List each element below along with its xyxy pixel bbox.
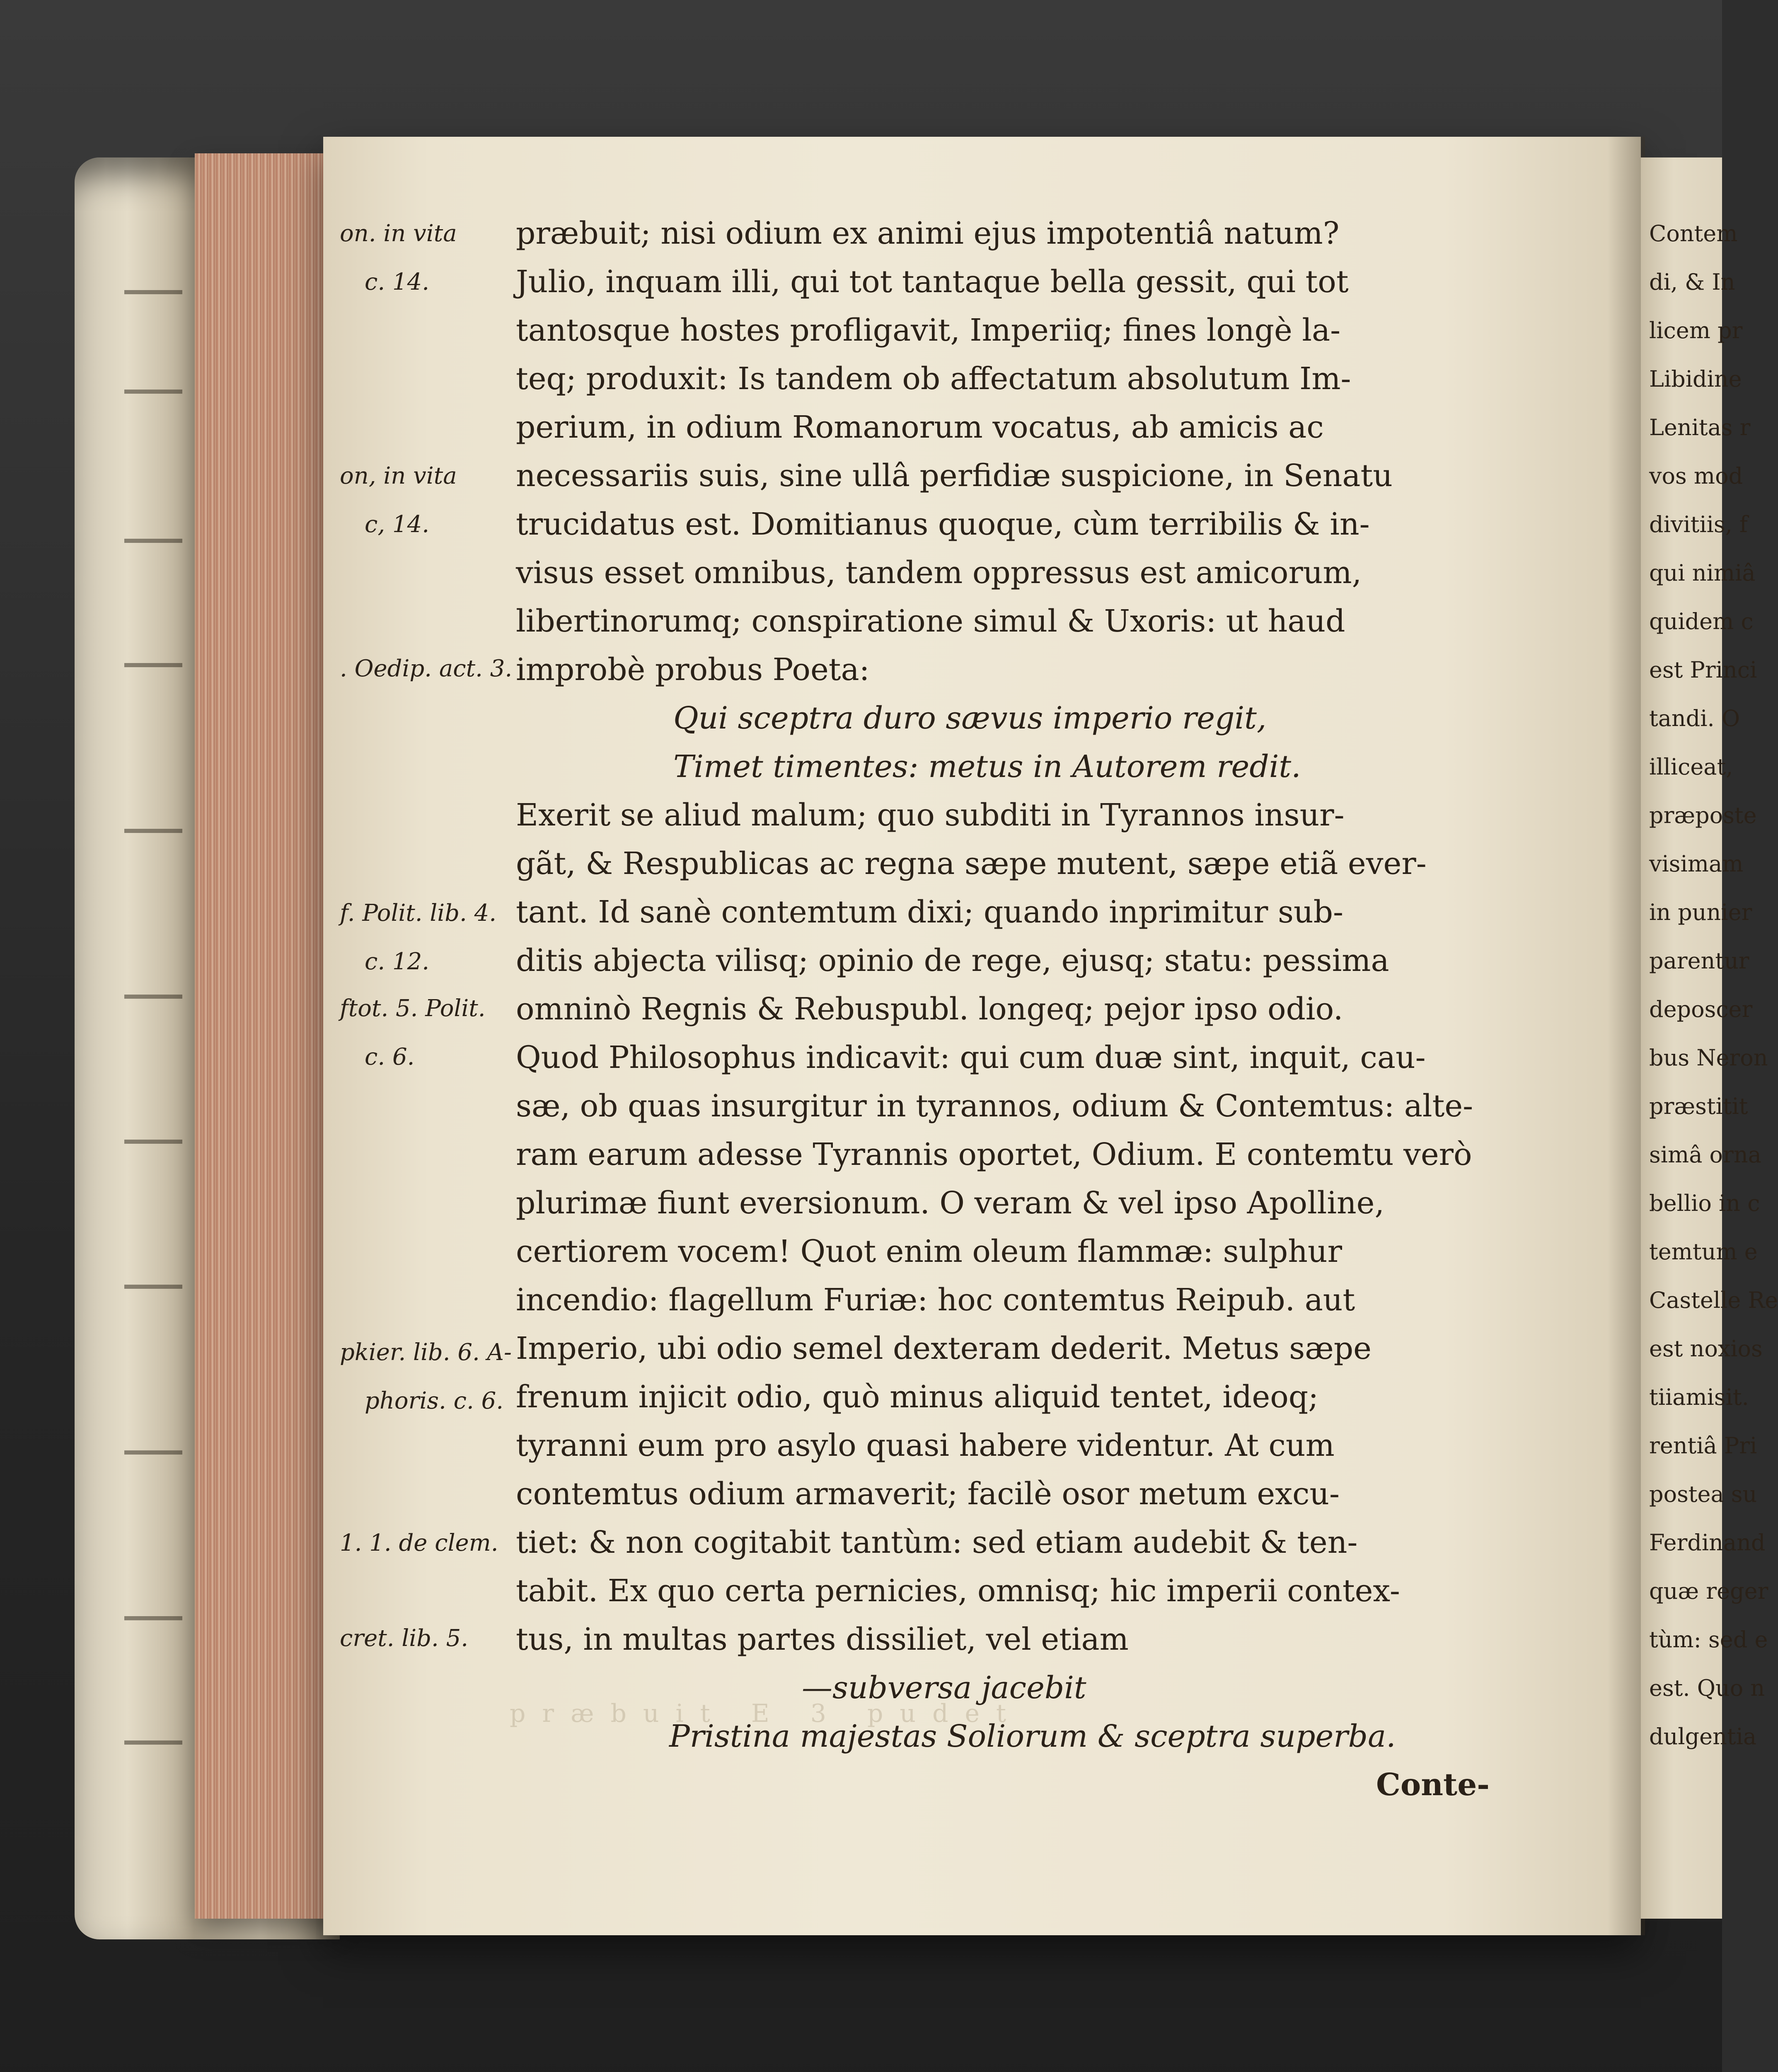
fragment: Contem — [1649, 220, 1738, 247]
text-line: tant. Id sanè contemtum dixi; quando inprimitur sub- — [516, 894, 1343, 930]
fragment: parentur — [1649, 948, 1749, 974]
fragment: di, & In — [1649, 269, 1735, 295]
text-line: omninò Regnis & Rebuspubl. longeq; pejor ipso odio. — [516, 991, 1343, 1027]
show-through-text: præbuit E 3 pudet — [510, 1699, 1023, 1728]
fragment: tandi. O — [1649, 705, 1740, 731]
text-line: Exerit se aliud malum; quo subditi in Tyrannos insur- — [516, 797, 1345, 833]
text-line: sæ, ob quas insurgitur in tyrannos, odium & Contemtus: alte- — [516, 1088, 1473, 1124]
margin-note: on. in vita c. 14. — [340, 220, 457, 295]
text-line: perium, in odium Romanorum vocatus, ab amicis ac — [516, 409, 1324, 445]
fragment: illiceat, — [1649, 754, 1733, 780]
fragment: est noxios — [1649, 1336, 1763, 1362]
text-line: certiorem vocem! Quot enim oleum flammæ: sulphur — [516, 1234, 1342, 1269]
fragment: licem pr — [1649, 317, 1743, 344]
gutter-shadow — [1608, 137, 1645, 1935]
text-line: libertinorumq; conspiratione simul & Uxoris: ut haud — [516, 603, 1345, 639]
fragment: quæ reger — [1649, 1578, 1768, 1604]
fragment: rentiâ Pri — [1649, 1433, 1757, 1459]
fragment: in punier — [1649, 899, 1752, 925]
text-line: incendio: flagellum Furiæ: hoc contemtus Reipub. aut — [516, 1282, 1355, 1318]
margin-note: pkier. lib. 6. A- phoris. c. 6. — [340, 1339, 512, 1414]
text-line: tus, in multas partes dissiliet, vel etiam — [516, 1622, 1129, 1657]
fragment: est. Quo n — [1649, 1675, 1765, 1701]
margin-note: ftot. 5. Polit. c. 6. — [340, 995, 486, 1070]
text-line: teq; produxit: Is tandem ob affectatum absolutum Im- — [516, 361, 1351, 397]
text-line: tyranni eum pro asylo quasi habere videntur. At cum — [516, 1428, 1335, 1463]
text-line: ditis abjecta vilisq; opinio de rege, ejusq; statu: pessima — [516, 943, 1389, 978]
fragment: præstitit — [1649, 1093, 1748, 1119]
fragment: est Princi — [1649, 657, 1757, 683]
verse-line: Pristina majestas Soliorum & sceptra superba. — [669, 1719, 1396, 1754]
fragment: divitiis, f — [1649, 511, 1748, 537]
verse-line: Qui sceptra duro sævus imperio regit, — [673, 700, 1267, 736]
text-line: Julio, inquam illi, qui tot tantaque bella gessit, qui tot — [516, 264, 1349, 300]
fragment: vos mod — [1649, 463, 1743, 489]
margin-note: . Oedip. act. 3. — [340, 655, 513, 682]
fragment: Ferdinand — [1649, 1530, 1766, 1556]
text-line: necessariis suis, sine ullâ perfidiæ suspicione, in Senatu — [516, 458, 1393, 494]
fragment: deposcer — [1649, 996, 1753, 1022]
text-line: plurimæ fiunt eversionum. O veram & vel ipso Apolline, — [516, 1185, 1384, 1221]
text-line: visus esset omnibus, tandem oppressus est amicorum, — [516, 555, 1362, 591]
margin-note: 1. 1. de clem. — [340, 1530, 498, 1556]
text-line: contemtus odium armaverit; facilè osor metum excu- — [516, 1476, 1340, 1512]
text-line: præbuit; nisi odium ex animi ejus impotentiâ natum? — [516, 215, 1340, 251]
text-line: frenum injicit odio, quò minus aliquid tentet, ideoq; — [516, 1379, 1319, 1415]
fragment: Lenitas r — [1649, 414, 1751, 441]
margin-note: on, in vita c, 14. — [340, 462, 457, 538]
verse-line: —subversa jacebit — [802, 1670, 1086, 1706]
main-text-block — [516, 209, 1498, 1809]
fragment: Libidine — [1649, 366, 1742, 392]
text-line: ram earum adesse Tyrannis oportet, Odium. E contemtu verò — [516, 1137, 1472, 1172]
fragment: tiiamisit. — [1649, 1384, 1749, 1410]
margin-note: cret. lib. 5. — [340, 1625, 469, 1652]
fragment: Castelle Re — [1649, 1287, 1778, 1313]
text-line: tabit. Ex quo certa pernicies, omnisq; hic imperii contex- — [516, 1573, 1400, 1609]
text-line: tiet: & non cogitabit tantùm: sed etiam audebit & ten- — [516, 1525, 1358, 1560]
fragment: tùm: sed e — [1649, 1627, 1768, 1653]
catchword: Conte- — [1376, 1767, 1490, 1803]
text-line: trucidatus est. Domitianus quoque, cùm terribilis & in- — [516, 506, 1370, 542]
fragment: dulgentia — [1649, 1723, 1757, 1750]
fragment: qui nimiâ — [1649, 560, 1756, 586]
fragment: quidem c — [1649, 608, 1754, 634]
fragment: simâ orna — [1649, 1142, 1761, 1168]
right-page-text — [1649, 209, 1778, 1761]
fragment: bus Neron — [1649, 1045, 1768, 1071]
fragment: bellio in c — [1649, 1190, 1760, 1216]
text-line: gãt, & Respublicas ac regna sæpe mutent, sæpe etiã ever- — [516, 846, 1427, 881]
verse-line: Timet timentes: metus in Autorem redit. — [673, 749, 1301, 784]
spine-marks — [124, 290, 182, 1782]
text-line: tantosque hostes profligavit, Imperiiq; fines longè la- — [516, 312, 1341, 348]
text-line: Imperio, ubi odio semel dexteram dederit. Metus sæpe — [516, 1331, 1372, 1366]
page-edges — [195, 153, 336, 1919]
fragment: visimam — [1649, 851, 1744, 877]
fragment: temtum e — [1649, 1239, 1758, 1265]
text-line: improbè probus Poeta: — [516, 652, 870, 687]
text-line: Quod Philosophus indicavit: qui cum duæ sint, inquit, cau- — [516, 1040, 1426, 1075]
margin-note: f. Polit. lib. 4. c. 12. — [340, 900, 497, 975]
fragment: postea su — [1649, 1481, 1757, 1507]
fragment: præposte — [1649, 802, 1757, 828]
